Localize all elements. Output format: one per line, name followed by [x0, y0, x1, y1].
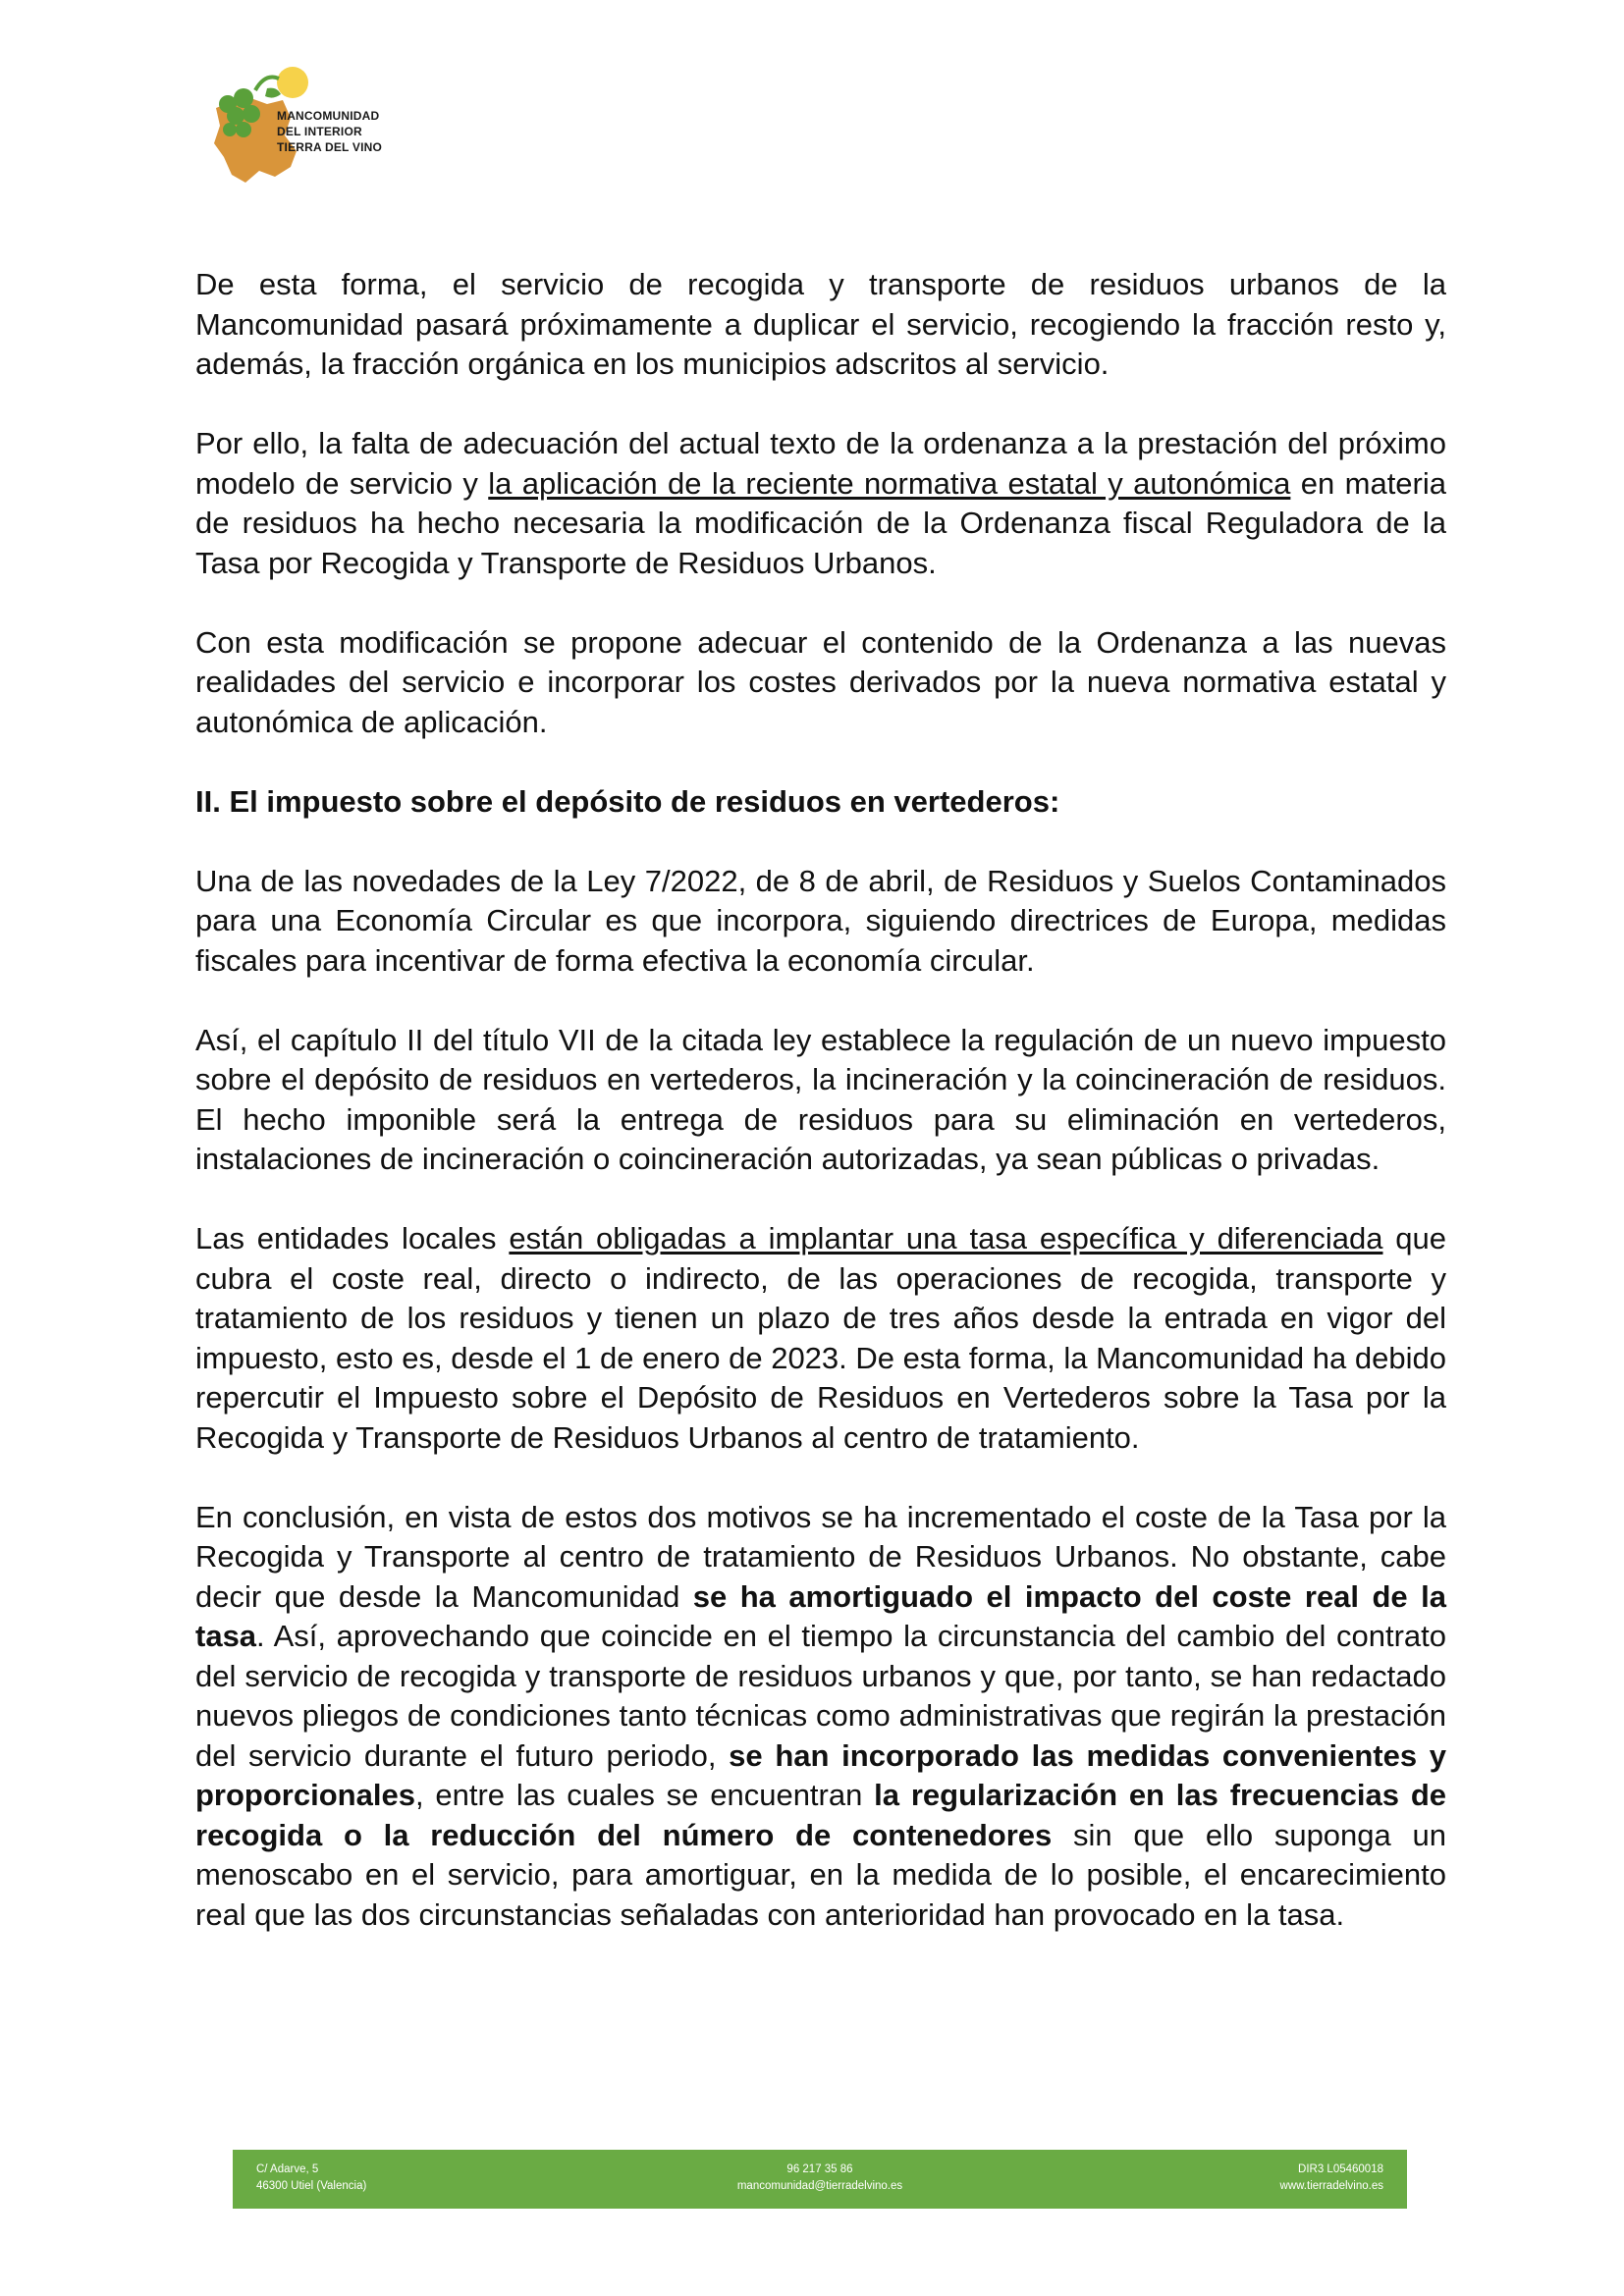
logo-line: TIERRA DEL VINO — [277, 140, 383, 154]
footer-bar — [233, 2150, 1407, 2209]
footer-identifiers — [1280, 2162, 1383, 2195]
mancomunidad-logo — [206, 61, 393, 193]
website-link[interactable]: www.tierradelvino.es — [1279, 2180, 1383, 2192]
paragraph-law-novelties: Una de las novedades de la Ley 7/2022, de 8 de abril, de Residuos y Suelos Contaminados para una Economía Circular es que incorpora, siguiendo directrices de Europa, medidas fiscales para incentivar de forma efectiva la economía circular. — [195, 863, 1446, 978]
underlined-text: la aplicación de la reciente normativa estatal y autonómica — [488, 465, 1291, 501]
dir3-code: DIR3 L05460018 — [1298, 2163, 1383, 2175]
section-heading: II. El impuesto sobre el depósito de residuos en vertederos: — [195, 783, 1060, 819]
text-segment: En conclusión, en vista de estos dos motivos se ha incrementado el coste de la Tasa por la Recogida y Transporte al centro de tratamiento de Residuos Urbanos. No obstante, cabe decir que desde la Mancomunidad — [195, 1499, 1446, 1614]
paragraph-tax-regulation: Así, el capítulo II del título VII de la citada ley establece la regulación de un nuevo impuesto sobre el depósito de residuos en vertederos, la incineración y la coincineración de residuos. El hecho imponible será la entrega de residuos para su eliminación en vertederos, instalaciones de incineración o coincineración autorizadas, ya sean públicas o privadas. — [195, 1022, 1446, 1176]
paragraph-ordinance-modification — [195, 424, 1446, 583]
paragraph-service-duplication: De esta forma, el servicio de recogida y transporte de residuos urbanos de la Mancomunidad pasará próximamente a duplicar el servicio, recogiendo la fracción resto y, además, la fracción orgánica en los municipios adscritos al servicio. — [195, 267, 1446, 381]
text-segment: Por ello, la falta de adecuación del actual texto de la ordenanza a la prestación del próximo modelo de servicio y — [195, 426, 1446, 501]
document-body — [195, 265, 1446, 1975]
logo-text — [277, 108, 382, 155]
address-line: 46300 Utiel (Valencia) — [256, 2180, 367, 2192]
bold-text: la regularización en las frecuencias de recogida o la reducción del número de contenedores — [195, 1778, 1447, 1852]
address-line: C/ Adarve, 5 — [256, 2163, 319, 2175]
logo-line: MANCOMUNIDAD — [277, 109, 380, 123]
text-segment: Las entidades locales — [195, 1221, 510, 1255]
paragraph-local-entities — [195, 1219, 1446, 1458]
email-link[interactable]: mancomunidad@tierradelvino.es — [736, 2180, 903, 2192]
text-segment: sin que ello suponga un menoscabo en el servicio, para amortiguar, en la medida de lo posible, el encarecimiento real que las dos circunstancias señaladas con anterioridad han provocado en la tasa. — [195, 1817, 1446, 1932]
paragraph-conclusion — [195, 1498, 1446, 1936]
logo-line: DEL INTERIOR — [277, 125, 362, 138]
phone-number: 96 217 35 86 — [786, 2163, 853, 2175]
text-segment: que cubra el coste real, directo o indirecto, de las operaciones de recogida, transporte y tratamiento de los residuos y tienen un plazo de tres años desde la entrada en vigor del impuesto, esto es, desde el 1 de enero de 2023. De esta forma, la Mancomunidad ha debido repercutir el Impuesto sobre el Depósito de Residuos en Vertederos sobre la Tasa por la Recogida y Transporte de Residuos Urbanos al centro de tratamiento. — [195, 1221, 1447, 1455]
bold-text: se han incorporado las medidas convenientes y proporcionales — [195, 1737, 1446, 1812]
text-segment: en materia de residuos ha hecho necesaria la modificación de la Ordenanza fiscal Reguladora de la Tasa por Recogida y Transporte de Residuos Urbanos. — [195, 465, 1446, 580]
text-segment: , entre las cuales se encuentran — [414, 1778, 875, 1812]
underlined-text: están obligadas a implantar una tasa específica y diferenciada — [509, 1221, 1383, 1255]
bold-text: se ha amortiguado el impacto del coste real de la tasa — [195, 1578, 1446, 1653]
paragraph-modification-purpose: Con esta modificación se propone adecuar el contenido de la Ordenanza a las nuevas realidades del servicio e incorporar los costes derivados por la nueva normativa estatal y autonómica de aplicación. — [195, 624, 1446, 739]
text-segment: . Así, aprovechando que coincide en el tiempo la circunstancia del cambio del contrato del servicio de recogida y transporte de residuos urbanos y que, por tanto, se han redactado nuevos pliegos de condiciones tanto técnicas como administrativas que regirán la prestación del servicio durante el futuro periodo, — [195, 1619, 1446, 1773]
footer-contact — [233, 2162, 1407, 2195]
